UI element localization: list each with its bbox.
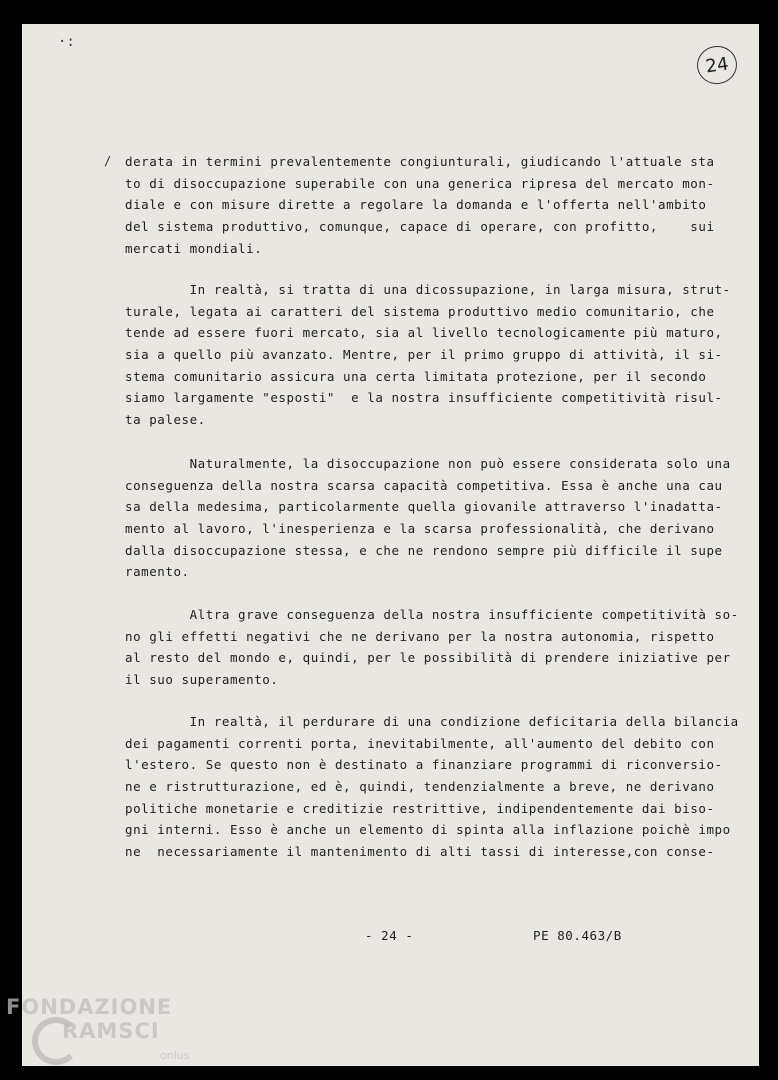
page-footer <box>0 928 778 946</box>
para-2 <box>125 279 731 431</box>
para-4 <box>125 604 739 691</box>
text-line: dei pagamenti correnti porta, inevitabilmente, all'aumento del debito con <box>125 735 715 751</box>
text-line: sa della medesima, particolarmente quella giovanile attraverso l'inadatta- <box>125 499 723 515</box>
para-5 <box>125 711 739 863</box>
text-line: al resto del mondo e, quindi, per le possibilità di prendere iniziative per <box>125 650 731 666</box>
text-line: In realtà, si tratta di una dicossupazione, in larga misura, strut- <box>125 282 731 297</box>
watermark-line-3: onlus <box>160 1049 190 1062</box>
text-line: turale, legata ai caratteri del sistema produttivo medio comunitario, che <box>125 303 715 319</box>
text-line: del sistema produttivo, comunque, capace di operare, con profitto, sui <box>125 219 715 235</box>
para-1 <box>125 151 715 259</box>
para-3 <box>125 453 731 583</box>
text-line: Naturalmente, la disoccupazione non può essere considerata solo una <box>125 456 731 471</box>
text-line: stema comunitario assicura una certa limitata protezione, per il secondo <box>125 368 707 384</box>
text-line: siamo largamente "esposti" e la nostra insufficiente competitività risul- <box>125 390 723 406</box>
footer-document-reference: PE 80.463/B <box>533 928 622 943</box>
text-line: politiche monetarie e creditizie restrittive, indipendentemente dai biso- <box>125 800 715 816</box>
text-line: ne necessariamente il mantenimento di alti tassi di interesse,con conse- <box>125 844 715 860</box>
text-line: no gli effetti negativi che ne derivano per la nostra autonomia, rispetto <box>125 628 715 644</box>
text-line: ta palese. <box>125 412 206 428</box>
text-line: diale e con misure dirette a regolare la domanda e l'offerta nell'ambito <box>125 197 707 213</box>
text-line: mento al lavoro, l'inesperienza e la scarsa professionalità, che derivano <box>125 521 715 537</box>
text-line: derata in termini prevalentemente congiunturali, giudicando l'attuale sta <box>125 154 715 169</box>
text-line: ne e ristrutturazione, ed è, quindi, tendenzialmente a breve, ne derivano <box>125 779 715 795</box>
text-line: ramento. <box>125 564 190 580</box>
text-line: il suo superamento. <box>125 672 279 688</box>
text-line: tende ad essere fuori mercato, sia al livello tecnologicamente più maturo, <box>125 325 723 341</box>
watermark-line-2: RAMSCI <box>62 1019 160 1043</box>
text-line: l'estero. Se questo non è destinato a finanziare programmi di riconversio- <box>125 757 723 773</box>
text-line: In realtà, il perdurare di una condizione deficitaria della bilancia <box>125 714 739 729</box>
text-line: conseguenza della nostra scarsa capacità competitiva. Essa è anche una cau <box>125 477 723 493</box>
page-number-stamp: 24 <box>695 43 740 86</box>
text-line: sia a quello più avanzato. Mentre, per il primo gruppo di attività, il si- <box>125 347 723 363</box>
fondazione-gramsci-watermark-logo <box>6 995 206 1075</box>
margin-mark: / <box>104 154 112 168</box>
text-line: gni interni. Esso è anche un elemento di spinta alla inflazione poichè impo <box>125 822 731 838</box>
text-line: mercati mondiali. <box>125 240 263 256</box>
watermark-line-1: FONDAZIONE <box>6 995 173 1019</box>
text-line: to di disoccupazione superabile con una generica ripresa del mercato mon- <box>125 175 715 191</box>
footer-page-number: - 24 - <box>365 928 414 943</box>
speck-mark: ·: <box>58 34 75 50</box>
text-line: dalla disoccupazione stessa, e che ne rendono sempre più difficile il supe <box>125 542 723 558</box>
text-line: Altra grave conseguenza della nostra insufficiente competitività so- <box>125 607 739 622</box>
